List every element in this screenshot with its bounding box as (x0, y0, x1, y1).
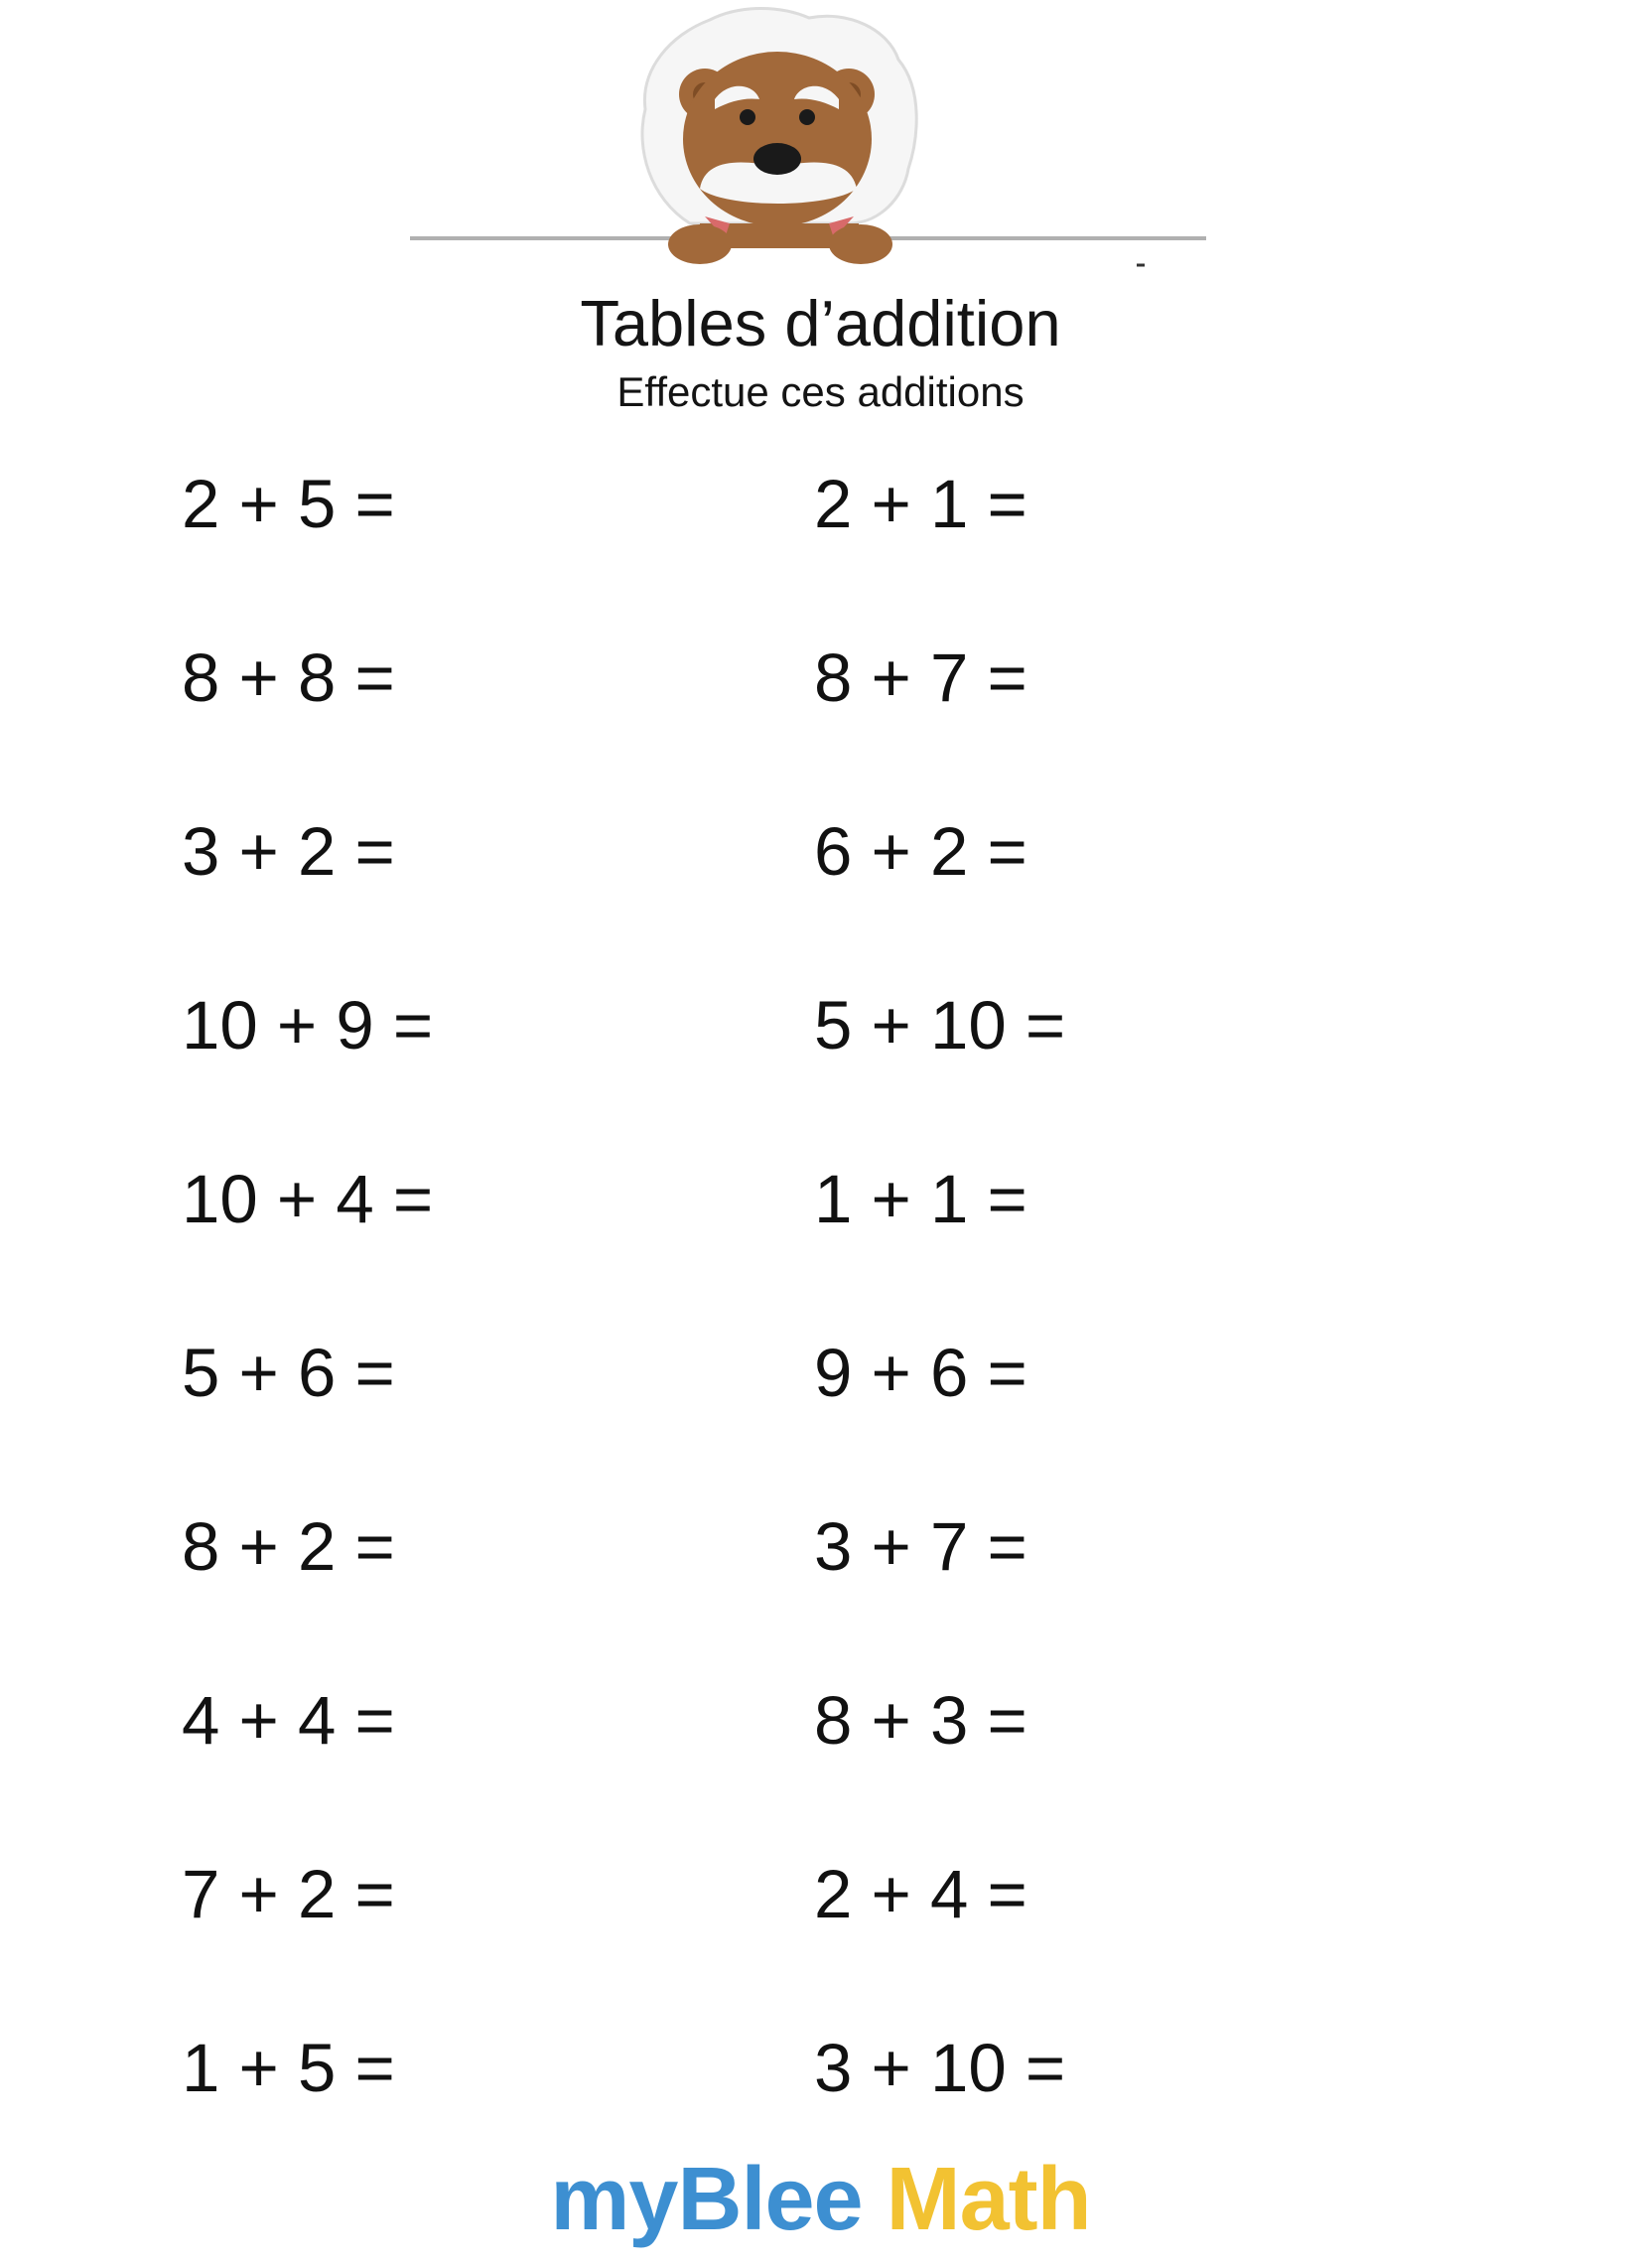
problem-r1-right: 2 + 1 = (814, 466, 1027, 542)
problem-r5-left: 10 + 4 = (182, 1161, 434, 1237)
problem-r9-left: 7 + 2 = (182, 1856, 395, 1932)
page-subtitle: Effectue ces additions (616, 368, 1025, 415)
problem-r4-right: 5 + 10 = (814, 987, 1066, 1063)
problem-r3-right: 6 + 2 = (814, 813, 1027, 890)
problem-r7-left: 8 + 2 = (182, 1508, 395, 1585)
problem-r10-left: 1 + 5 = (182, 2030, 395, 2106)
problem-r7-right: 3 + 7 = (814, 1508, 1027, 1585)
problem-r3-left: 3 + 2 = (182, 813, 395, 890)
brand-logo-part-b: Math (886, 2150, 1091, 2249)
problem-r6-right: 9 + 6 = (814, 1335, 1027, 1411)
problem-r4-left: 10 + 9 = (182, 987, 434, 1063)
problem-r5-right: 1 + 1 = (814, 1161, 1027, 1237)
problem-r2-right: 8 + 7 = (814, 639, 1027, 716)
brand-logo-part-a: myBlee (550, 2150, 863, 2249)
problem-r9-right: 2 + 4 = (814, 1856, 1027, 1932)
problem-r6-left: 5 + 6 = (182, 1335, 395, 1411)
problem-r10-right: 3 + 10 = (814, 2030, 1066, 2106)
problem-r8-left: 4 + 4 = (182, 1682, 395, 1759)
problem-r8-right: 8 + 3 = (814, 1682, 1027, 1759)
brand-logo (0, 2150, 1641, 2249)
problem-r1-left: 2 + 5 = (182, 466, 395, 542)
page-title: Tables d’addition (580, 287, 1061, 359)
problem-r2-left: 8 + 8 = (182, 639, 395, 716)
